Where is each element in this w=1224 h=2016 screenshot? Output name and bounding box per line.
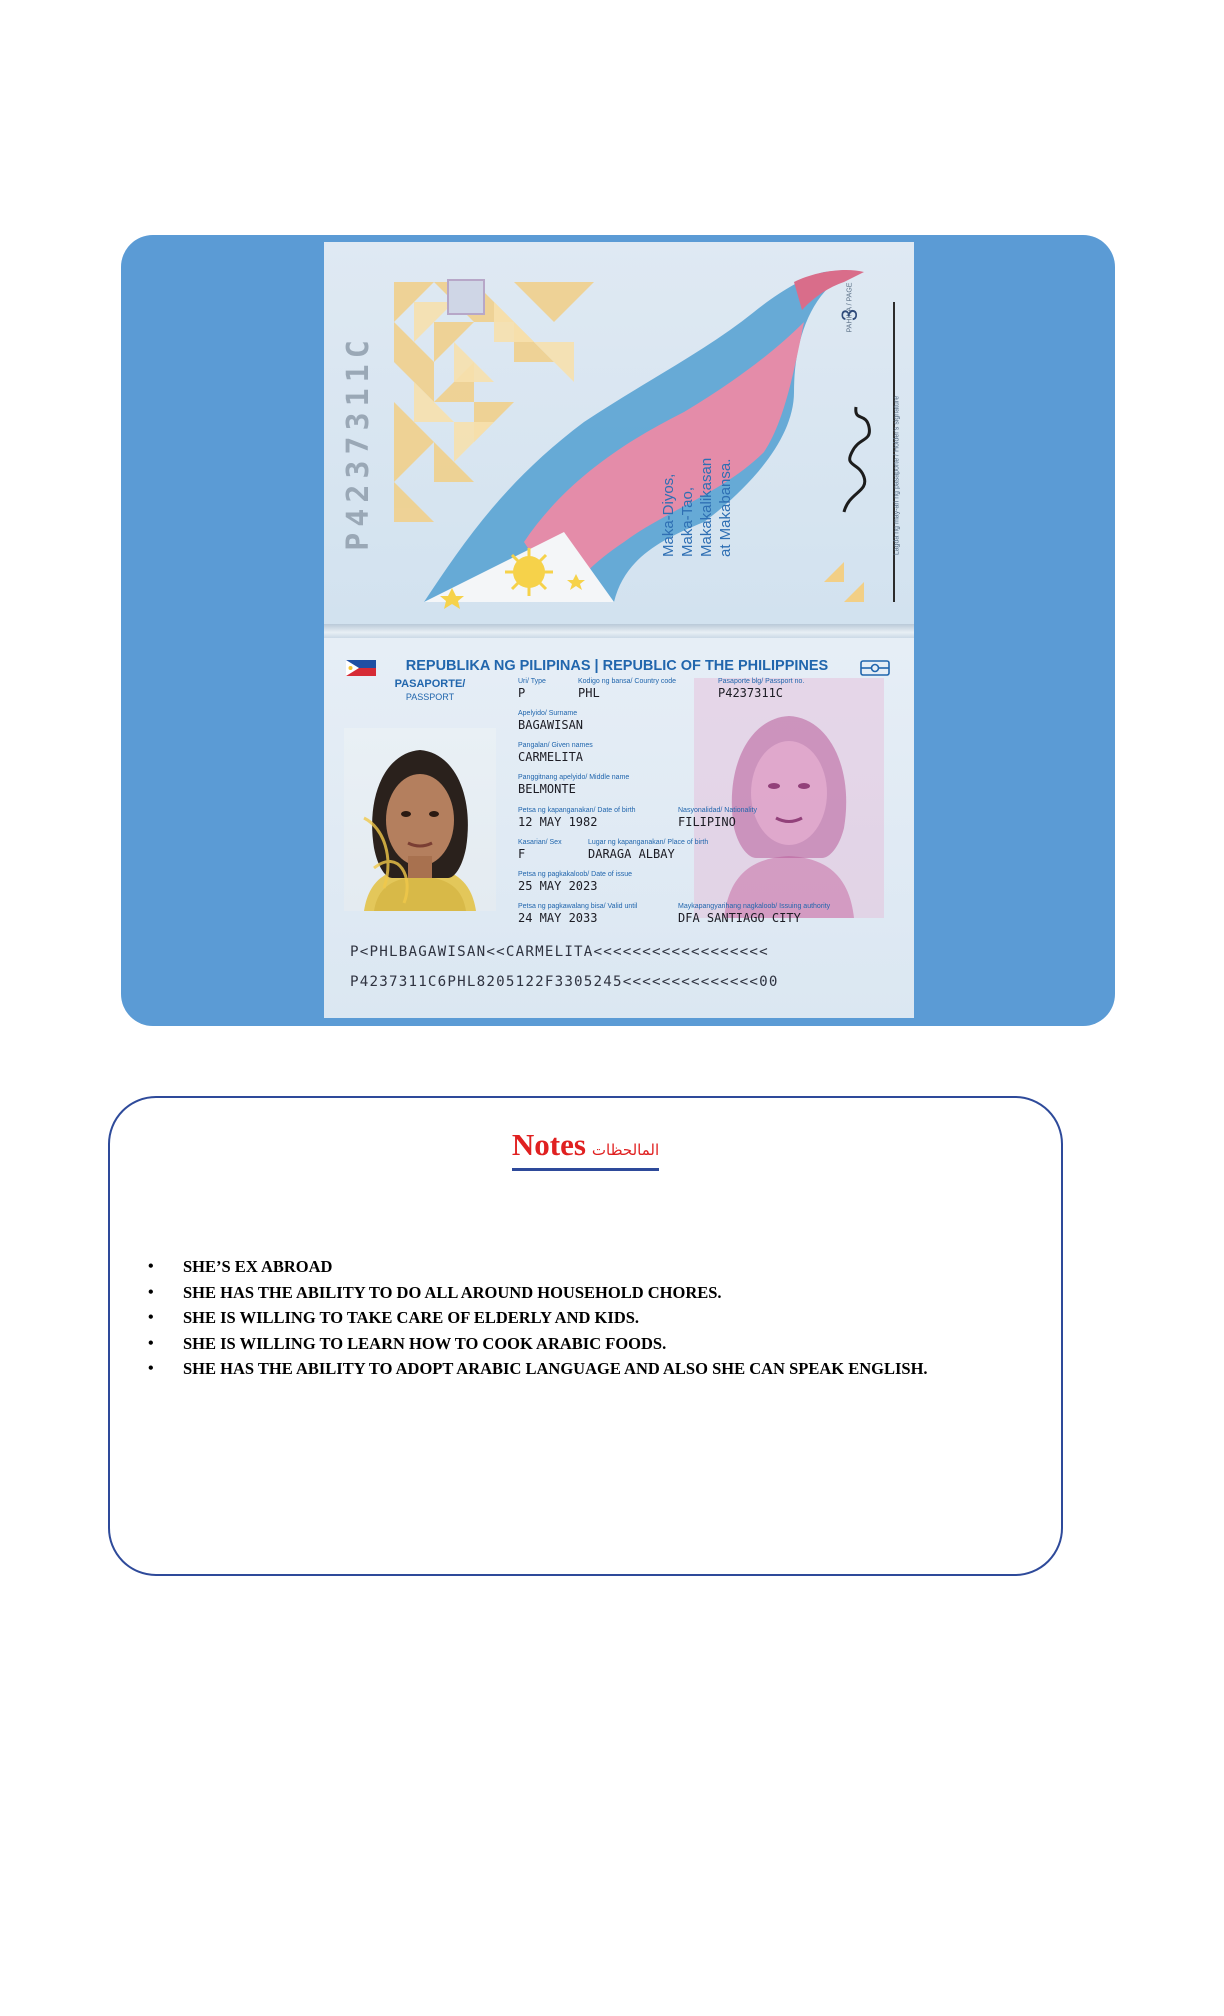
list-item: • SHE’S EX ABROAD bbox=[148, 1254, 928, 1280]
national-motto: Maka-Diyos, Maka-Tao, Makakalikasan at Makabansa. bbox=[660, 457, 734, 557]
field-nationality: Nasyonalidad/ Nationality FILIPINO bbox=[678, 807, 757, 829]
field-date-of-birth: Petsa ng kapanganakan/ Date of birth 12 MAY 1982 bbox=[518, 807, 636, 829]
holder-photo bbox=[344, 728, 496, 911]
issuing-country-title: REPUBLIKA NG PILIPINAS | REPUBLIC OF THE PHILIPPINES bbox=[405, 658, 829, 674]
field-given-names: Pangalan/ Given names CARMELITA bbox=[518, 742, 593, 764]
philippine-flag-icon bbox=[346, 660, 376, 676]
perforated-passport-number: P4237311C bbox=[340, 333, 376, 551]
field-date-of-issue: Petsa ng pagkakaloob/ Date of issue 25 MAY 2023 bbox=[518, 871, 633, 893]
field-country-code: Kodigo ng bansa/ Country code PHL bbox=[578, 678, 677, 700]
field-type: Uri/ Type P bbox=[518, 678, 546, 700]
field-issuing-authority: Maykapangyarihang nagkaloob/ Issuing authority DFA SANTIAGO CITY bbox=[678, 903, 831, 925]
notes-title-arabic: المالحظات bbox=[591, 1141, 660, 1159]
field-passport-number: Pasaporte blg/ Passport no. P4237311C bbox=[718, 678, 805, 700]
notes-list bbox=[148, 1254, 928, 1382]
holder-signature-label: Lagda ng may-ari ng pasaporte / Holder's signature bbox=[893, 395, 901, 556]
holder-portrait bbox=[344, 728, 496, 911]
list-item: • SHE HAS THE ABILITY TO DO ALL AROUND HOUSEHOLD CHORES. bbox=[148, 1280, 928, 1306]
field-middle-name: Panggitnang apelyido/ Middle name BELMONTE bbox=[518, 774, 630, 796]
field-place-of-birth: Lugar ng kapanganakan/ Place of birth DARAGA ALBAY bbox=[588, 839, 709, 861]
document-type-label: PASAPORTE/ PASSPORT bbox=[394, 678, 466, 702]
passport-image bbox=[324, 242, 914, 1018]
page-number: 3 bbox=[837, 308, 863, 322]
passport-fold bbox=[324, 624, 914, 638]
notes-box bbox=[108, 1096, 1063, 1576]
passport-artwork bbox=[324, 242, 914, 624]
mrz-line-2: P4237311C6PHL8205122F3305245<<<<<<<<<<<<<<00 bbox=[350, 974, 779, 990]
list-item: • SHE IS WILLING TO LEARN HOW TO COOK ARABIC FOODS. bbox=[148, 1331, 928, 1357]
page-label: PAHINA / PAGE bbox=[846, 282, 854, 333]
list-item: • SHE IS WILLING TO TAKE CARE OF ELDERLY AND KIDS. bbox=[148, 1305, 928, 1331]
field-sex: Kasarian/ Sex F bbox=[518, 839, 562, 861]
field-valid-until: Petsa ng pagkawalang bisa/ Valid until 24 MAY 2033 bbox=[518, 903, 638, 925]
e-passport-chip-icon bbox=[860, 660, 890, 676]
notes-title: Notes bbox=[511, 1127, 586, 1162]
mrz-line-1: P<PHLBAGAWISAN<<CARMELITA<<<<<<<<<<<<<<<<<< bbox=[350, 944, 769, 960]
notes-heading bbox=[110, 1128, 1061, 1171]
ghost-portrait bbox=[694, 678, 884, 918]
passport-data-page bbox=[324, 638, 914, 1018]
field-surname: Apelyido/ Surname BAGAWISAN bbox=[518, 710, 584, 732]
passport-upper-page bbox=[324, 242, 914, 624]
list-item: • SHE HAS THE ABILITY TO ADOPT ARABIC LANGUAGE AND ALSO SHE CAN SPEAK ENGLISH. bbox=[148, 1356, 928, 1382]
